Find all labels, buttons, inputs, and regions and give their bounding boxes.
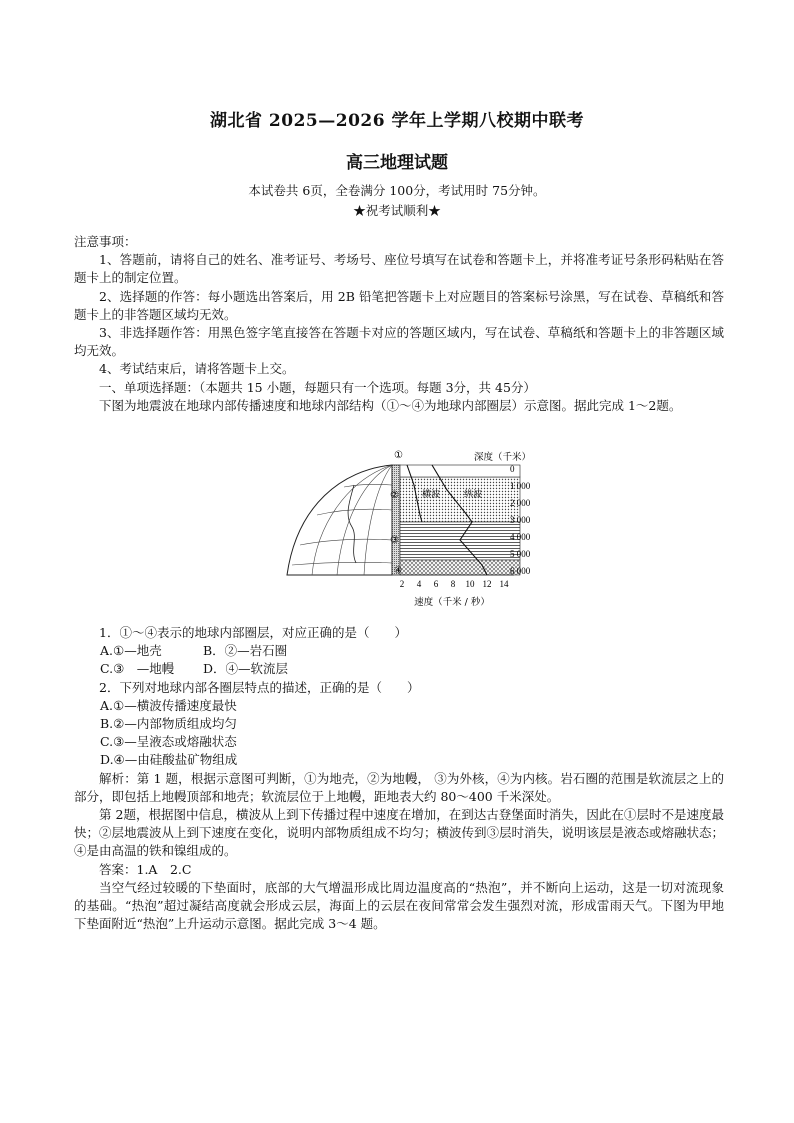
notice-heading: 注意事项： (74, 234, 137, 249)
q2-option-a: A.①—横波传播速度最快 (100, 697, 237, 713)
speed-tick-4: 4 (416, 579, 422, 589)
q1-option-a: A.①—地壳 (100, 643, 162, 659)
layer-label-2: ② (390, 490, 399, 501)
speed-tick-6: 6 (433, 579, 439, 589)
analysis-p1: 解析：第 1 题，根据示意图可判断，①为地壳，②为地幔， ③为外核，④为内核。岩石圈的范围是软流层之上的部分，即包括上地幔顶部和地壳；软流层位于上地幔，距地表大约 80～400 千米深处。 (74, 770, 724, 804)
exam-title: 湖北省 2025—2026 学年上学期八校期中联考 (210, 111, 584, 131)
depth-tick-4: 4 000 (510, 532, 531, 542)
wave-s-label: 横波 (422, 490, 441, 500)
notice-item-4: 4、考试结束后，请将答题卡上交。 (99, 361, 295, 377)
q1-option-d: D．④—软流层 (203, 661, 289, 677)
depth-axis-title: 深度（千米） (474, 452, 532, 463)
exam-wish: ★祝考试顺利★ (353, 203, 441, 218)
depth-tick-0: 0 (510, 464, 515, 474)
q1-option-c: C.③ —地幔 (100, 661, 175, 677)
notice-item-3: 3、非选择题作答：用黑色签字笔直接答在答题卡对应的答题区域内，写在试卷、草稿纸和答题卡上的非答题区域均无效。 (74, 325, 724, 359)
depth-tick-2: 2 000 (510, 498, 531, 508)
notice-item-1: 1、答题前，请将自己的姓名、准考证号、考场号、座位号填写在试卷和答题卡上，并将准考证号条形码粘贴在答题卡上的制定位置。 (74, 252, 724, 286)
speed-tick-8: 8 (450, 579, 456, 589)
q1-options-row-1 (74, 642, 724, 660)
exam-info: 本试卷共 6页，全卷满分 100分，考试用时 75分钟。 (248, 183, 546, 198)
q1-stem: 1．①～④表示的地球内部圈层，对应正确的是（ ） (99, 625, 407, 640)
q2-option-d: D.④—由硅酸盐矿物组成 (100, 752, 238, 768)
q2-option-b: B.②—内部物质组成均匀 (100, 716, 237, 732)
notice-block (74, 233, 724, 415)
next-intro: 当空气经过较暖的下垫面时，底部的大气增温形成比周边温度高的“热泡”，并不断向上运动，这是一切对流现象的基础。“热泡”超过凝结高度就会形成云层，海面上的云层在夜间常常会发生强烈对流，形成雷雨天气。下图为甲地下垫面附近“热泡”上升运动示意图。据此完成 3～4 题。 (74, 879, 724, 932)
depth-tick-3: 3 000 (510, 515, 531, 525)
section-heading: 一、单项选择题：（本题共 15 小题，每题只有一个选项。每题 3分，共 45分） (99, 379, 536, 395)
q2-stem: 2．下列对地球内部各圈层特点的描述，正确的是（ ） (99, 679, 420, 695)
speed-tick-14: 14 (499, 579, 509, 589)
wave-p-label: 纵波 (464, 490, 483, 500)
layer-label-4: ④ (394, 566, 403, 576)
earth-structure-figure (282, 445, 552, 615)
layer-label-1: ① (394, 450, 403, 461)
speed-tick-2: 2 (399, 579, 405, 589)
q2-option-c: C.③—呈液态或熔融状态 (100, 734, 237, 750)
globe (287, 465, 392, 575)
depth-tick-6: 6 000 (510, 566, 531, 576)
speed-axis-title: 速度（千米 / 秒） (414, 597, 490, 608)
q1-options-row-2 (74, 660, 724, 678)
questions-block (74, 624, 724, 933)
depth-tick-1: 1 000 (510, 481, 531, 491)
analysis-p2: 第 2题，根据图中信息，横波从上到下传播过程中速度在增加，在到达古登堡面时消失，因此在①层时不是速度最快；②层地震波从上到下速度在变化，说明内部物质组成不均匀；横波传到③层时消失，说明该层是液态或熔融状态；④是由高温的铁和镍组成的。 (74, 807, 725, 859)
answer-line: 答案：1.A 2.C (99, 861, 192, 877)
figure-intro: 下图为地震波在地球内部传播速度和地球内部结构（①～④为地球内部圈层）示意图。据此完成 1～2题。 (99, 397, 682, 413)
q1-option-b: B．②—岩石圈 (203, 643, 288, 659)
layer-label-3: ③ (390, 535, 399, 546)
notice-item-2: 2、选择题的作答：每小题选出答案后，用 2B 铅笔把答题卡上对应题目的答案标号涂黑，写在试卷、草稿纸和答题卡上的非答题区域均无效。 (74, 288, 724, 322)
speed-tick-12: 12 (482, 579, 492, 589)
depth-tick-5: 5 000 (510, 549, 531, 559)
speed-tick-10: 10 (465, 579, 475, 589)
exam-subject: 高三地理试题 (346, 153, 448, 173)
